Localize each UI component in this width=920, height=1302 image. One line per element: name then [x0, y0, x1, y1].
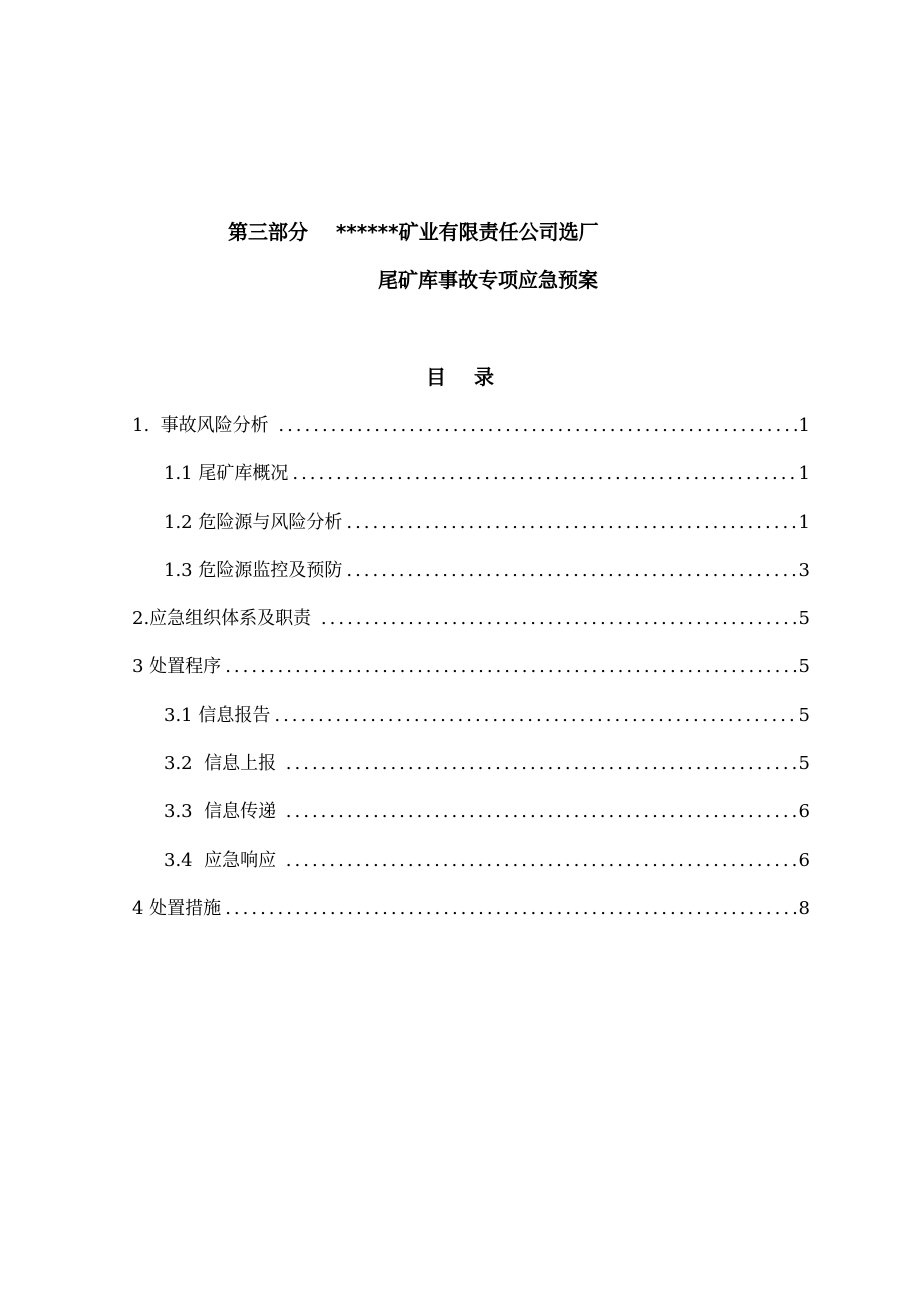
toc-entry[interactable] [132, 847, 810, 895]
toc-entry[interactable] [132, 605, 810, 653]
toc-leader-dots [346, 557, 796, 585]
toc-entry-page: 3 [798, 559, 810, 581]
toc-entry-label: 3.4 应急响应 [164, 849, 282, 871]
toc-entry[interactable] [132, 412, 810, 460]
toc-entry-label: 3.3 信息传递 [164, 801, 282, 823]
toc-entry-label: 2.应急组织体系及职责 [132, 608, 317, 630]
toc-leader-dots [278, 412, 796, 440]
toc-entry[interactable] [132, 653, 810, 701]
toc-entry[interactable] [132, 750, 810, 798]
toc-entry-page: 5 [798, 608, 810, 630]
toc-leader-dots [321, 605, 797, 633]
toc-entry[interactable] [132, 895, 810, 943]
toc-leader-dots [286, 750, 797, 778]
toc-entry-page: 6 [798, 849, 810, 871]
toc-entry-label: 1.1 尾矿库概况 [164, 463, 289, 485]
toc-entry[interactable] [132, 798, 810, 846]
toc-entry-label: 1.3 危险源监控及预防 [164, 559, 343, 581]
toc-leader-dots [346, 509, 796, 537]
toc-entry[interactable] [132, 557, 810, 605]
toc-entry-label: 1. 事故风险分析 [132, 415, 275, 436]
toc-entry-page: 1 [798, 463, 810, 485]
document-title-line-2: 尾矿库事故专项应急预案 [378, 268, 598, 292]
toc-leader-dots [274, 702, 796, 730]
toc-entry[interactable] [132, 702, 810, 750]
toc-entry-label: 1.2 危险源与风险分析 [164, 511, 343, 533]
toc-entry-page: 5 [798, 656, 810, 678]
toc-heading: 目录 [426, 365, 522, 389]
document-title-line-1: 第三部分 ******矿业有限责任公司选厂 [228, 220, 599, 244]
toc-leader-dots [286, 847, 797, 875]
toc-entry-page: 8 [798, 897, 810, 919]
toc-leader-dots [225, 895, 796, 923]
toc-leader-dots [286, 798, 797, 826]
toc-entry-page: 6 [798, 801, 810, 823]
toc-leader-dots [225, 653, 796, 681]
toc-entry-page: 1 [798, 415, 810, 436]
toc-entry[interactable] [132, 509, 810, 557]
toc-leader-dots [292, 460, 796, 488]
toc-entry-label: 3 处置程序 [132, 656, 222, 678]
toc-entry-page: 5 [798, 753, 810, 775]
toc-entry[interactable] [132, 460, 810, 508]
toc-entry-page: 5 [798, 704, 810, 726]
table-of-contents [132, 412, 810, 943]
toc-entry-label: 3.1 信息报告 [164, 704, 271, 726]
toc-entry-label: 4 处置措施 [132, 897, 222, 919]
toc-entry-page: 1 [798, 511, 810, 533]
toc-entry-label: 3.2 信息上报 [164, 753, 282, 775]
